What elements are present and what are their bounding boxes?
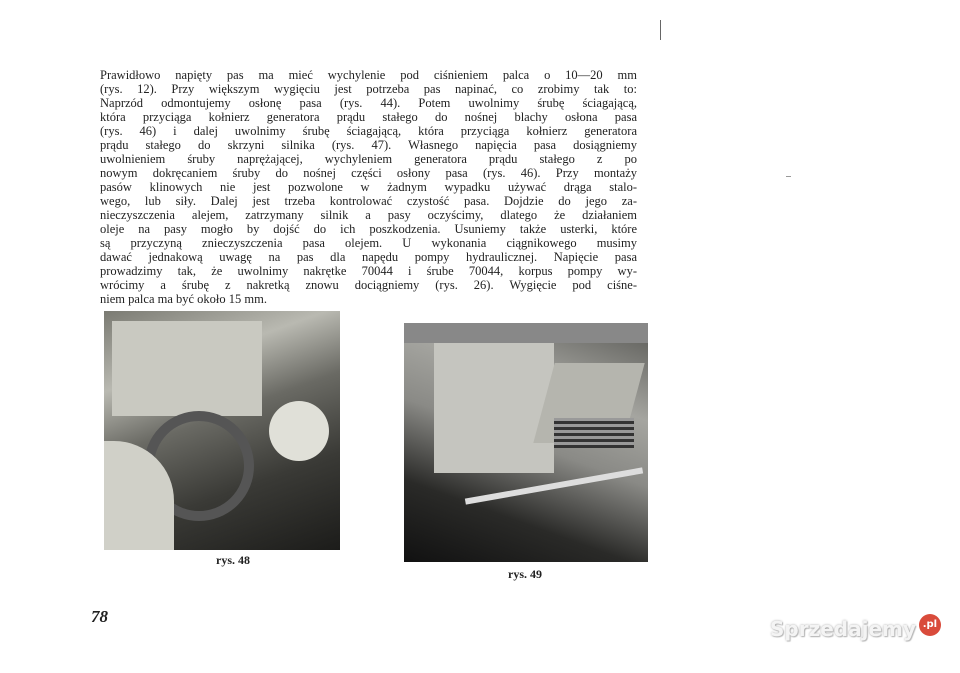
scan-mark <box>660 20 661 40</box>
text-line: (rys. 46) i dalej uwolnimy śrubę ściagającą, która przyciąga kołnierz generatora <box>100 124 637 138</box>
figure-48-photo <box>104 311 340 550</box>
scan-mark <box>786 176 791 177</box>
text-line: pasów klinowych nie jest pozwolone w żadnym wypadku używać drąga stalo- <box>100 180 637 194</box>
watermark-badge: .pl <box>919 614 941 636</box>
text-line: wego, lub siły. Dalej jest trzeba kontrolować czystość pasa. Dojdzie do jego za- <box>100 194 637 208</box>
text-line: prowadzimy tak, że uwolnimy nakrętke 70044 i śrube 70044, korpus pompy wy- <box>100 264 637 278</box>
page-number: 78 <box>91 607 108 626</box>
text-line: wrócimy a śrubę z nakretką znowu dociągniemy (rys. 26). Wygięcie pod ciśne- <box>100 278 637 292</box>
text-line: dawać jednakową uwagę na pas dla napędu pompy hydraulicznej. Napięcie pasa <box>100 250 637 264</box>
text-line: nieczyszczenia alejem, zatrzymany silnik a pasy oczyścimy, dlatego że działaniem <box>100 208 637 222</box>
watermark <box>770 616 941 642</box>
text-line: uwolnieniem śruby naprężającej, wychyleniem generatora prądu stałego z po <box>100 152 637 166</box>
text-line: (rys. 12). Przy większym wygięciu jest potrzeba pas napinać, co zrobimy tak to: <box>100 82 637 96</box>
figure-49-photo <box>404 323 648 562</box>
text-line: Prawidłowo napięty pas ma mieć wychylenie pod ciśnieniem palca o 10—20 mm <box>100 68 637 82</box>
text-line: która przyciąga kołnierz generatora prądu stałego do nośnej blachy osłona pasa <box>100 110 637 124</box>
text-line: nowym dokręcaniem śruby do nośnej części osłony pasa (rys. 46). Przy montaży <box>100 166 637 180</box>
text-line: prądu stałego do skrzyni silnika (rys. 47). Własnego napięcia pasa dosiągniemy <box>100 138 637 152</box>
text-line: niem palca ma być około 15 mm. <box>100 292 267 306</box>
text-line: Naprzód odmontujemy osłonę pasa (rys. 44). Potem uwolnimy śrubę ściagającą, <box>100 96 637 110</box>
figure-49-caption: rys. 49 <box>508 567 542 581</box>
text-line: są przyczyną znieczyszczenia pasa olejem. U wykonania ciągnikowego musimy <box>100 236 637 250</box>
watermark-logo: Sprzedajemy <box>770 617 916 641</box>
text-line: oleje na pasy mogło by dojść do ich poszkodzenia. Usuniemy także usterki, które <box>100 222 637 236</box>
body-text <box>100 68 637 306</box>
figure-48-caption: rys. 48 <box>216 553 250 567</box>
